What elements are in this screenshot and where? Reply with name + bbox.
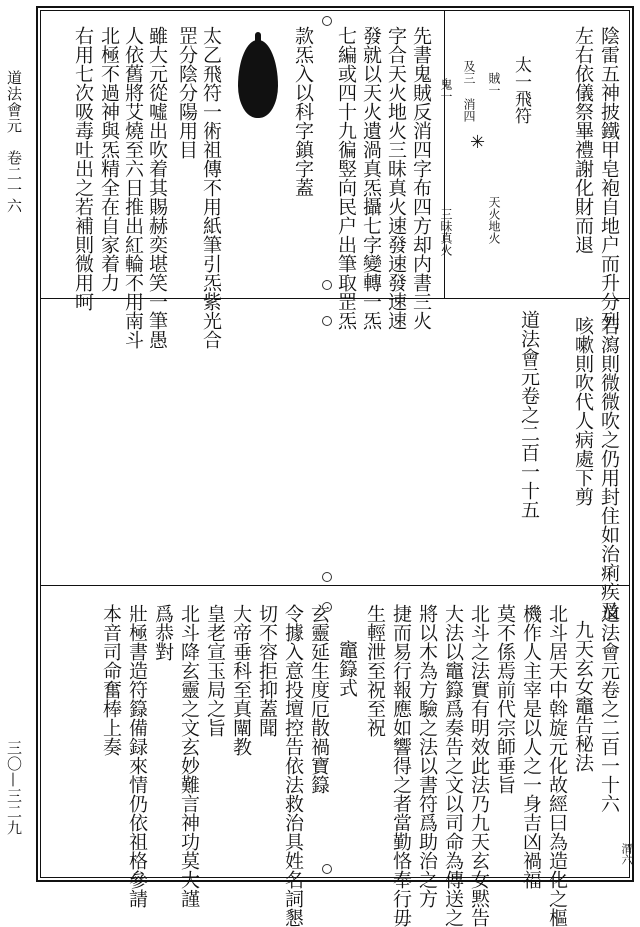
p3-form-heading: 竈籙式 — [336, 640, 358, 697]
p1-left-col-6: 太乙飛符一術祖傳不用紙筆引炁紫光合 — [200, 26, 222, 349]
binding-hole-6 — [322, 864, 332, 874]
talisman-glyph-icon: ✳ — [470, 132, 486, 153]
p3-text-col-12: 玄靈延生度厄散禍寶籙 — [308, 604, 330, 794]
p3-text-col-18: 爲恭對 — [152, 604, 174, 661]
p1-text-col-1: 陰雷五神披鐵甲皂袍自地户而升分列 — [598, 26, 620, 330]
p1-text-col-2: 左右依儀祭畢禮謝化財而退 — [572, 26, 594, 254]
p3-chapter-title: 道法會元卷之二百一十六 — [598, 604, 620, 813]
p1-left-col-4: 七編或四十九徧竪向民户出筆取罡炁 — [335, 26, 357, 330]
p1-left-col-11: 右用七次吸毒吐出之若補則微用呵 — [72, 26, 94, 311]
p3-text-col-13: 令據入意投壇控告依法救治具姓名詞懇 — [282, 604, 304, 927]
p3-text-col-5: 莫不係焉前代宗師垂旨 — [494, 604, 516, 794]
p3-text-col-3: 北斗居天中斡旋元化故經曰為造化之樞 — [546, 604, 568, 927]
p3-text-col-19: 壯極書造符籙備録來情仍依祖格參請 — [126, 604, 148, 908]
p1-label-gui: 鬼一 — [439, 78, 453, 102]
p1-talisman-title: 太一飛符 — [511, 56, 531, 124]
p1-label-zei: 賊一 — [487, 72, 501, 96]
p3-text-col-14: 切不容拒抑蓋聞 — [256, 604, 278, 737]
margin-page-number: 三〇—三二九 — [5, 740, 23, 836]
p1-left-col-3: 發就以天火遺渦真炁攝七字變轉一炁 — [360, 26, 382, 330]
p1-left-col-9: 人依舊將艾燒至六日推出紅輪不用南斗 — [122, 26, 144, 349]
binding-hole-2 — [322, 280, 332, 290]
p3-text-col-10: 生輕泄至祝至祝 — [364, 604, 386, 737]
p3-text-col-8: 將以木為方驗之法以書符爲助治之方 — [416, 604, 438, 908]
p3-text-col-16: 皇老宣玉局之旨 — [204, 604, 226, 737]
p1-label-sanmei: 三昧真火 — [439, 208, 453, 256]
p3-section-title: 九天玄女竈告秘法 — [572, 620, 594, 772]
panel-divider-2 — [40, 585, 630, 586]
page-tag: 渭六 — [620, 843, 633, 865]
p3-text-col-7: 大法以竈籙爲奏告之文以司命為傳送之 — [442, 604, 464, 927]
p3-text-col-6: 北斗之法實有明效此法乃九天玄女黙告 — [468, 604, 490, 927]
p3-text-col-17: 北斗降玄靈之文玄妙難言神功莫大謹 — [178, 604, 200, 908]
p2-text-col-2: 咳嗽則吹代人病處下剪 — [572, 316, 594, 506]
p3-text-col-4: 機作人主宰是以人之一身吉凶禍福 — [520, 604, 542, 889]
p1-left-col-5: 款炁入以科字鎮字蓋 — [292, 26, 314, 197]
p1-left-col-8: 雖大元從噓出吹着其賜赫奕堪笑一筆愚 — [146, 26, 168, 349]
p3-text-col-15: 大帝垂科至真闡教 — [230, 604, 252, 756]
p1-label-xiao: 消四 — [462, 98, 476, 122]
p2-text-col-1: 若瀉則微微吹之仍用封住如治痢疾及 — [598, 316, 620, 620]
binding-hole-1 — [322, 16, 332, 26]
p1-left-col-1: 先書鬼賊反消四字布四方却内書三火 — [410, 26, 432, 330]
p1-left-col-2: 字合天火地火三昧真火速發速發速速 — [385, 26, 407, 330]
p3-text-col-20: 本音司命奮棒上奏 — [100, 604, 122, 756]
p2-chapter-end-title: 道法會元卷之二百一十五 — [518, 310, 540, 519]
p1-label-ji: 及三 — [462, 60, 476, 84]
p1-label-tianhuo: 天火地火 — [487, 196, 501, 244]
p1-left-col-7: 罡分陰分陽用目 — [176, 26, 198, 159]
binding-hole-3 — [322, 316, 332, 326]
p3-text-col-9: 捷而易行報應如響得之者當勤恪奉行毋 — [390, 604, 412, 927]
p1-left-col-10: 北極不過神與炁精全在自家着力 — [98, 26, 120, 292]
binding-hole-4 — [322, 572, 332, 582]
margin-title: 道法會元 卷二一六 — [5, 70, 23, 214]
